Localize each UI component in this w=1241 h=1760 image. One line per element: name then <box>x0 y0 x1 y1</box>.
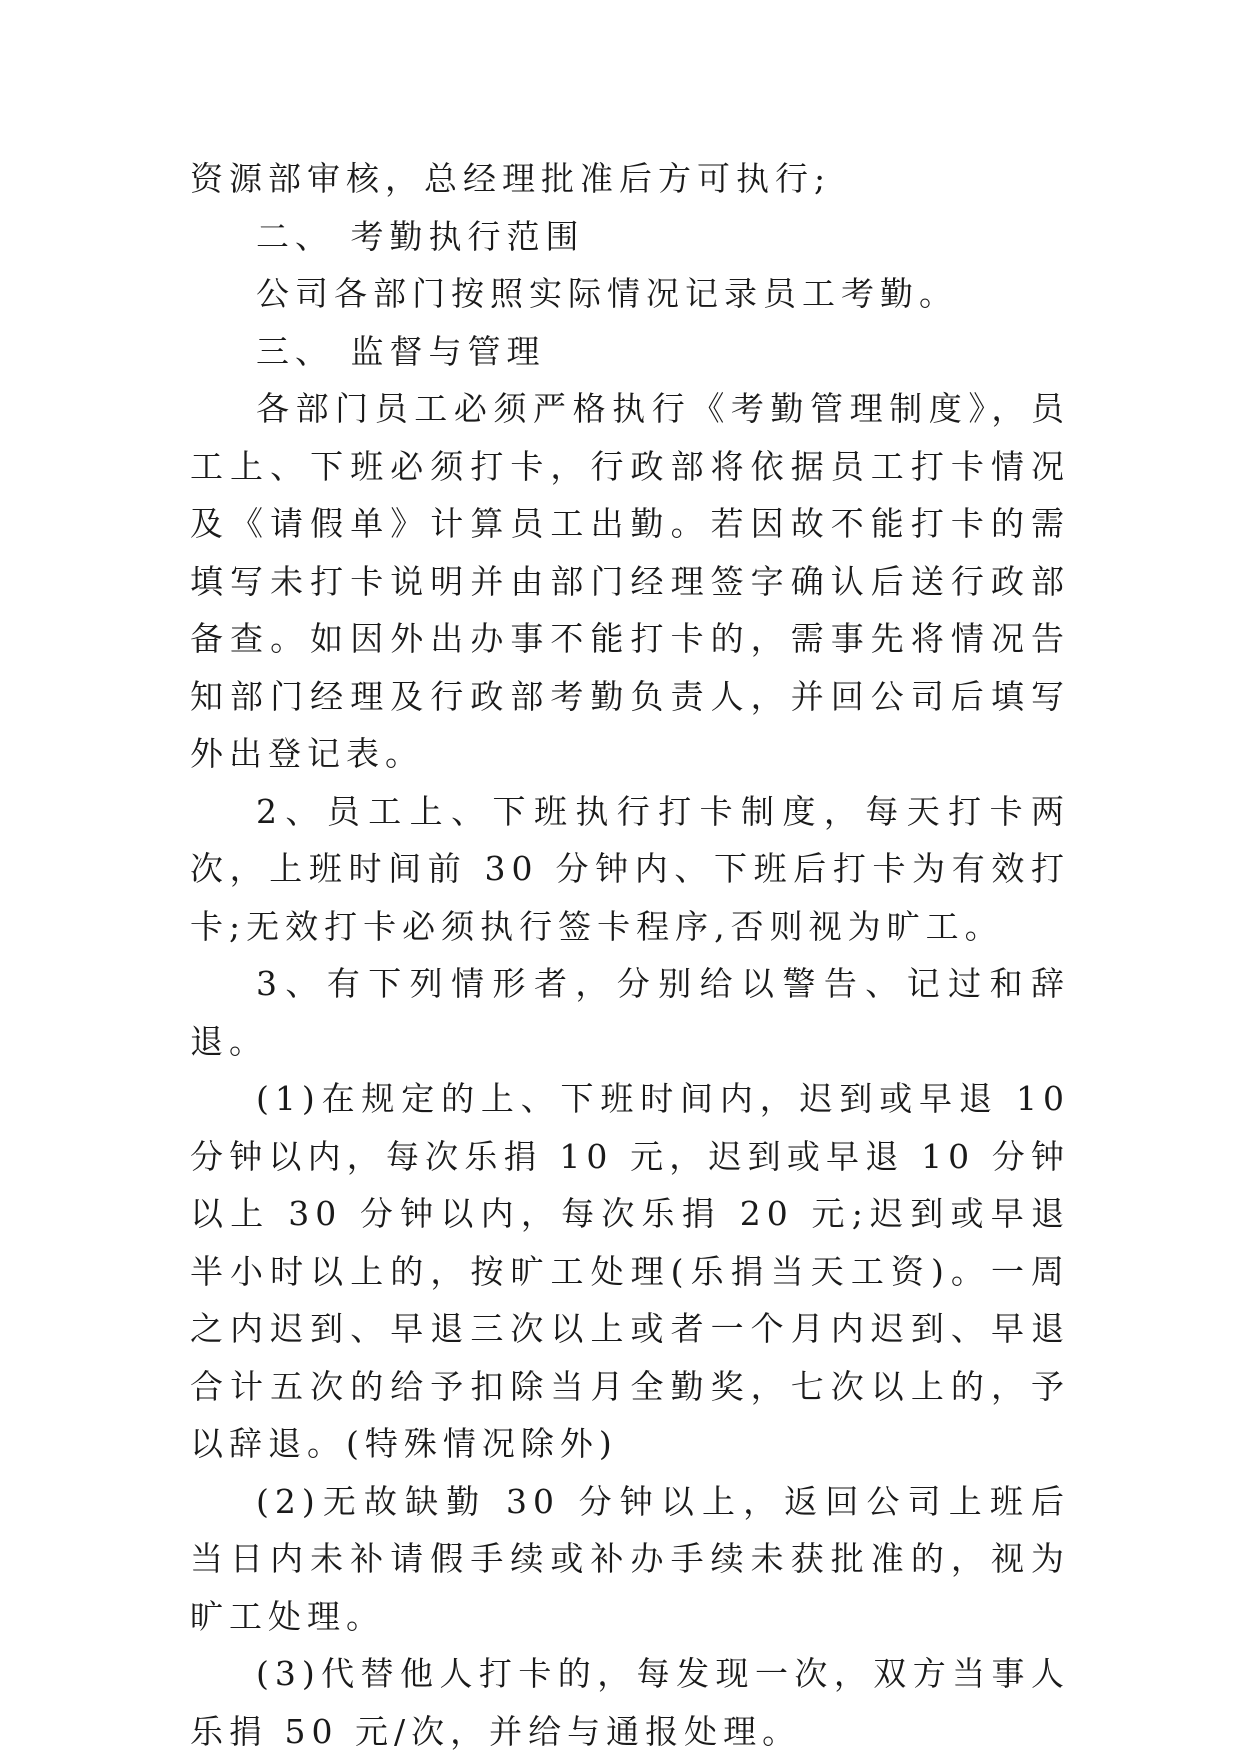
document-body <box>190 150 1070 1760</box>
paragraph-penalty-1: (1)在规定的上、下班时间内，迟到或早退 10 分钟以内，每次乐捐 10 元，迟到或早退 10 分钟以上 30 分钟以内，每次乐捐 20 元;迟到或早退半小时以上的，按旷工处理(乐捐当天工资)。一周之内迟到、早退三次以上或者一个月内迟到、早退合计五次的给予扣除当月全勤奖，七次以上的，予以辞退。(特殊情况除外) <box>190 1079 1070 1463</box>
paragraph-penalties-intro: 3、有下列情形者，分别给以警告、记过和辞退。 <box>190 964 1070 1061</box>
paragraph-scope: 公司各部门按照实际情况记录员工考勤。 <box>256 274 958 313</box>
section-heading-scope: 二、 考勤执行范围 <box>256 216 585 256</box>
paragraph-continuation: 资源部审核，总经理批准后方可执行; <box>190 159 832 198</box>
paragraph-supervision: 各部门员工必须严格执行《考勤管理制度》，员工上、下班必须打卡，行政部将依据员工打卡情况及《请假单》计算员工出勤。若因故不能打卡的需填写未打卡说明并由部门经理签字确认后送行政部备查。如因外出办事不能打卡的，需事先将情况告知部门经理及行政部考勤负责人，并回公司后填写外出登记表。 <box>190 389 1070 773</box>
section-heading-supervision: 三、 监督与管理 <box>256 331 546 371</box>
paragraph-penalty-3: (3)代替他人打卡的，每发现一次，双方当事人乐捐 50 元/次，并给与通报处理。 <box>190 1654 1070 1751</box>
paragraph-clock-in-rule: 2、员工上、下班执行打卡制度，每天打卡两次，上班时间前 30 分钟内、下班后打卡为有效打卡;无效打卡必须执行签卡程序,否则视为旷工。 <box>190 791 1070 946</box>
paragraph-penalty-2: (2)无故缺勤 30 分钟以上，返回公司上班后当日内未补请假手续或补办手续未获批准的，视为旷工处理。 <box>190 1481 1070 1636</box>
